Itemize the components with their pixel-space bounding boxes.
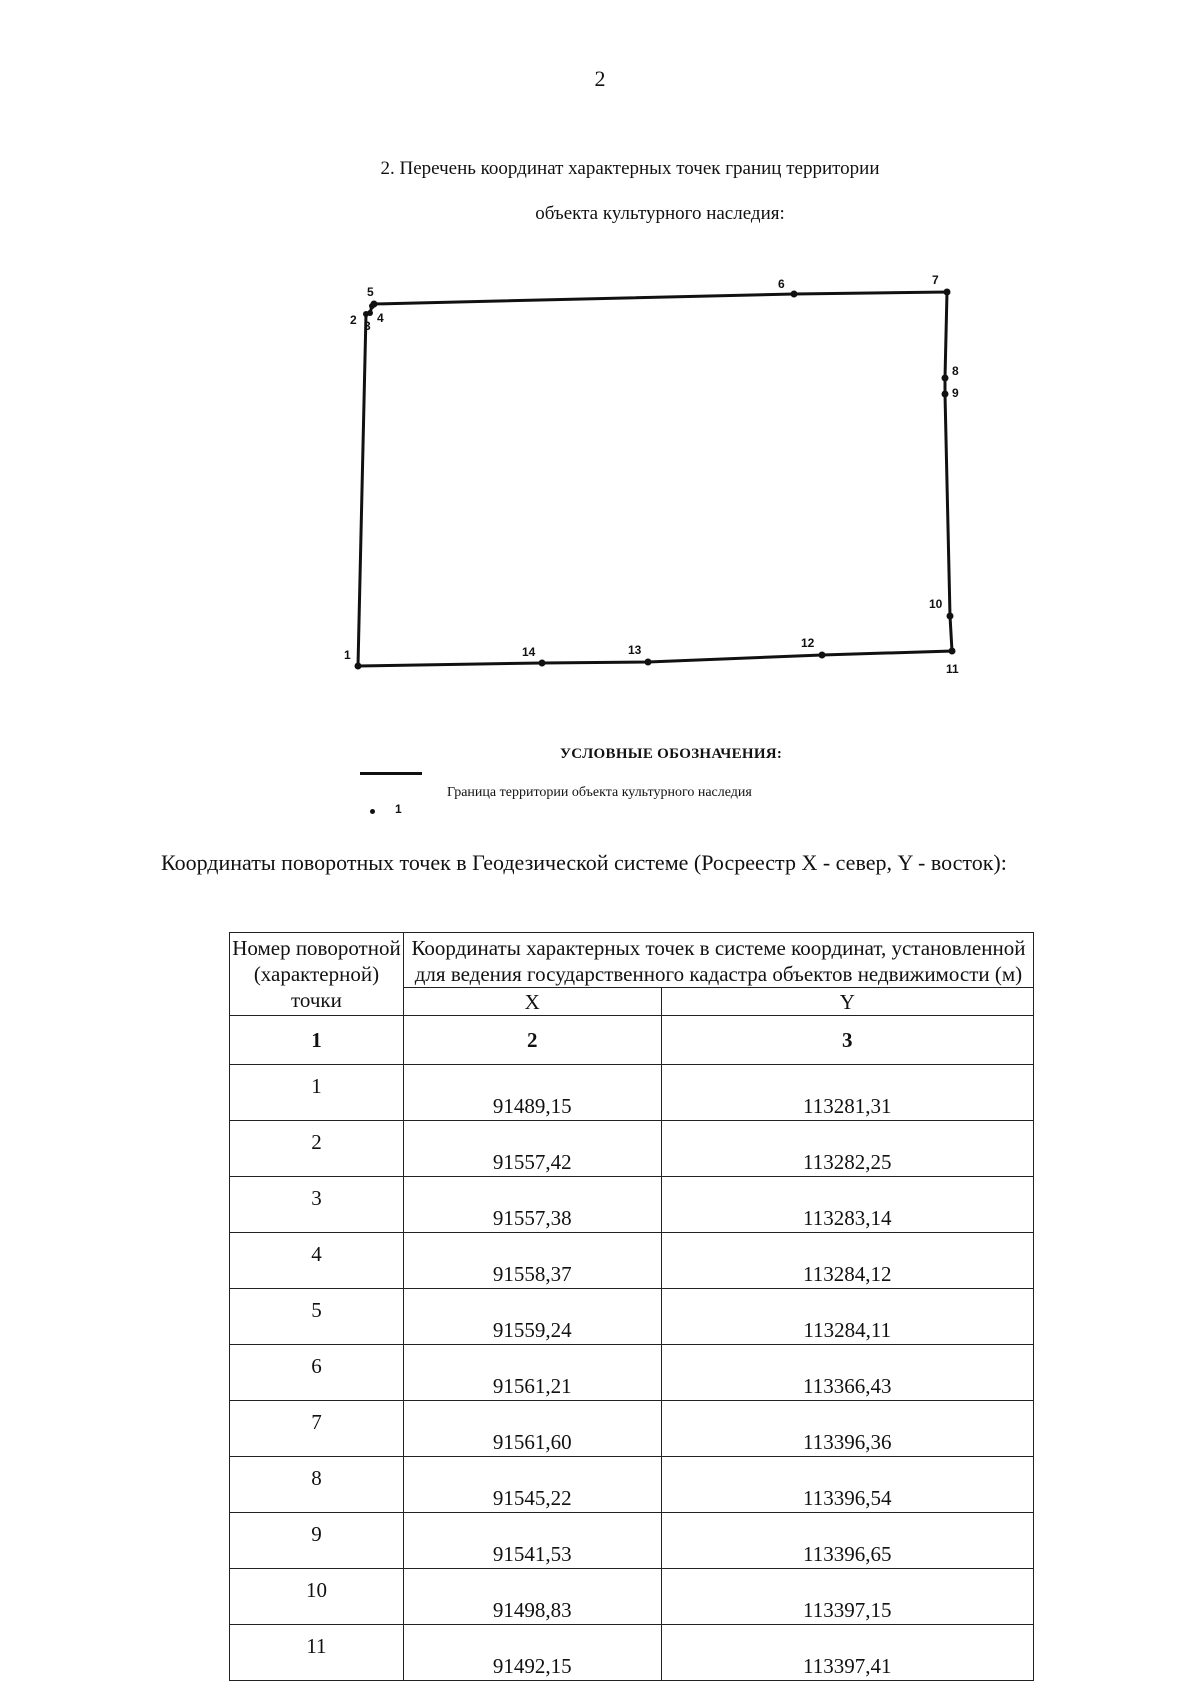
- y-coordinate-cell: 113366,43: [661, 1345, 1033, 1401]
- boundary-point-3: [367, 310, 373, 316]
- boundary-point-13: [645, 659, 652, 666]
- point-number-cell: 1: [230, 1065, 404, 1121]
- table-row: [230, 1513, 1034, 1569]
- y-coordinate-cell: 113283,14: [661, 1177, 1033, 1233]
- point-label-3: 3: [364, 319, 371, 333]
- point-label-7: 7: [932, 273, 939, 287]
- coordinates-caption: Координаты поворотных точек в Геодезической системе (Росреестр X - север, Y - восток):: [161, 850, 1007, 875]
- y-coordinate-cell: 113396,65: [661, 1513, 1033, 1569]
- table-row: [230, 1289, 1034, 1345]
- boundary-point-6: [791, 291, 798, 298]
- y-coordinate-cell: 113397,15: [661, 1569, 1033, 1625]
- legend-point-symbol: [370, 809, 375, 814]
- boundary-scheme: [0, 0, 1200, 700]
- header-x: X: [403, 988, 661, 1016]
- header-point-number: Номер поворотной (характерной) точки: [230, 933, 404, 1016]
- legend-title: УСЛОВНЫЕ ОБОЗНАЧЕНИЯ:: [560, 746, 783, 762]
- point-label-6: 6: [778, 277, 785, 291]
- point-label-13: 13: [628, 643, 642, 657]
- table-row: [230, 1569, 1034, 1625]
- point-number-cell: 9: [230, 1513, 404, 1569]
- point-label-4: 4: [377, 311, 384, 325]
- y-coordinate-cell: 113281,31: [661, 1065, 1033, 1121]
- table-row: [230, 1345, 1034, 1401]
- y-coordinate-cell: 113396,36: [661, 1401, 1033, 1457]
- boundary-point-11: [949, 648, 956, 655]
- point-number-cell: 7: [230, 1401, 404, 1457]
- x-coordinate-cell: 91559,24: [403, 1289, 661, 1345]
- coordinates-table: [229, 932, 1034, 1681]
- table-row: [230, 1625, 1034, 1681]
- header-coordinates-group: Координаты характерных точек в системе координат, установленной для ведения государственного кадастра объектов недвижимости (м): [403, 933, 1033, 988]
- point-label-12: 12: [801, 636, 815, 650]
- x-coordinate-cell: 91561,60: [403, 1401, 661, 1457]
- legend-boundary-label: Граница территории объекта культурного наследия: [447, 785, 752, 800]
- point-number-cell: 8: [230, 1457, 404, 1513]
- table-row: [230, 1065, 1034, 1121]
- document-title-line-1: 2. Перечень координат характерных точек границ территории: [380, 158, 880, 179]
- boundary-point-8: [942, 375, 949, 382]
- legend-point-label: 1: [395, 802, 402, 816]
- y-coordinate-cell: 113284,12: [661, 1233, 1033, 1289]
- y-coordinate-cell: 113397,41: [661, 1625, 1033, 1681]
- page-number: 2: [594, 66, 606, 91]
- x-coordinate-cell: 91561,21: [403, 1345, 661, 1401]
- y-coordinate-cell: 113396,54: [661, 1457, 1033, 1513]
- point-number-cell: 5: [230, 1289, 404, 1345]
- x-coordinate-cell: 91498,83: [403, 1569, 661, 1625]
- table-row: [230, 1177, 1034, 1233]
- legend-boundary-line-symbol: [360, 772, 422, 775]
- point-label-5: 5: [367, 285, 374, 299]
- column-number: 2: [403, 1016, 661, 1065]
- point-number-cell: 11: [230, 1625, 404, 1681]
- boundary-point-5: [371, 301, 378, 308]
- x-coordinate-cell: 91557,42: [403, 1121, 661, 1177]
- boundary-point-10: [947, 613, 954, 620]
- boundary-point-14: [539, 660, 546, 667]
- boundary-point-1: [355, 663, 362, 670]
- point-number-cell: 3: [230, 1177, 404, 1233]
- y-coordinate-cell: 113282,25: [661, 1121, 1033, 1177]
- point-label-8: 8: [952, 364, 959, 378]
- point-label-9: 9: [952, 386, 959, 400]
- column-number: 3: [661, 1016, 1033, 1065]
- table-row: [230, 1457, 1034, 1513]
- boundary-line: [358, 292, 952, 666]
- x-coordinate-cell: 91489,15: [403, 1065, 661, 1121]
- header-y: Y: [661, 988, 1033, 1016]
- table-row: [230, 1401, 1034, 1457]
- point-label-11: 11: [946, 662, 959, 676]
- column-number: 1: [230, 1016, 404, 1065]
- point-label-10: 10: [929, 597, 943, 611]
- point-number-cell: 4: [230, 1233, 404, 1289]
- point-number-cell: 2: [230, 1121, 404, 1177]
- x-coordinate-cell: 91545,22: [403, 1457, 661, 1513]
- table-row: [230, 1233, 1034, 1289]
- boundary-point-12: [819, 652, 826, 659]
- column-numbering-row: [230, 1016, 1034, 1065]
- table-row: [230, 1121, 1034, 1177]
- point-label-14: 14: [522, 645, 536, 659]
- y-coordinate-cell: 113284,11: [661, 1289, 1033, 1345]
- x-coordinate-cell: 91492,15: [403, 1625, 661, 1681]
- point-number-cell: 10: [230, 1569, 404, 1625]
- boundary-points: [355, 289, 956, 670]
- point-number-cell: 6: [230, 1345, 404, 1401]
- x-coordinate-cell: 91541,53: [403, 1513, 661, 1569]
- boundary-point-9: [942, 391, 949, 398]
- boundary-point-7: [944, 289, 951, 296]
- point-label-2: 2: [350, 313, 357, 327]
- point-label-1: 1: [344, 648, 351, 662]
- x-coordinate-cell: 91557,38: [403, 1177, 661, 1233]
- x-coordinate-cell: 91558,37: [403, 1233, 661, 1289]
- document-title-line-2: объекта культурного наследия:: [535, 203, 785, 224]
